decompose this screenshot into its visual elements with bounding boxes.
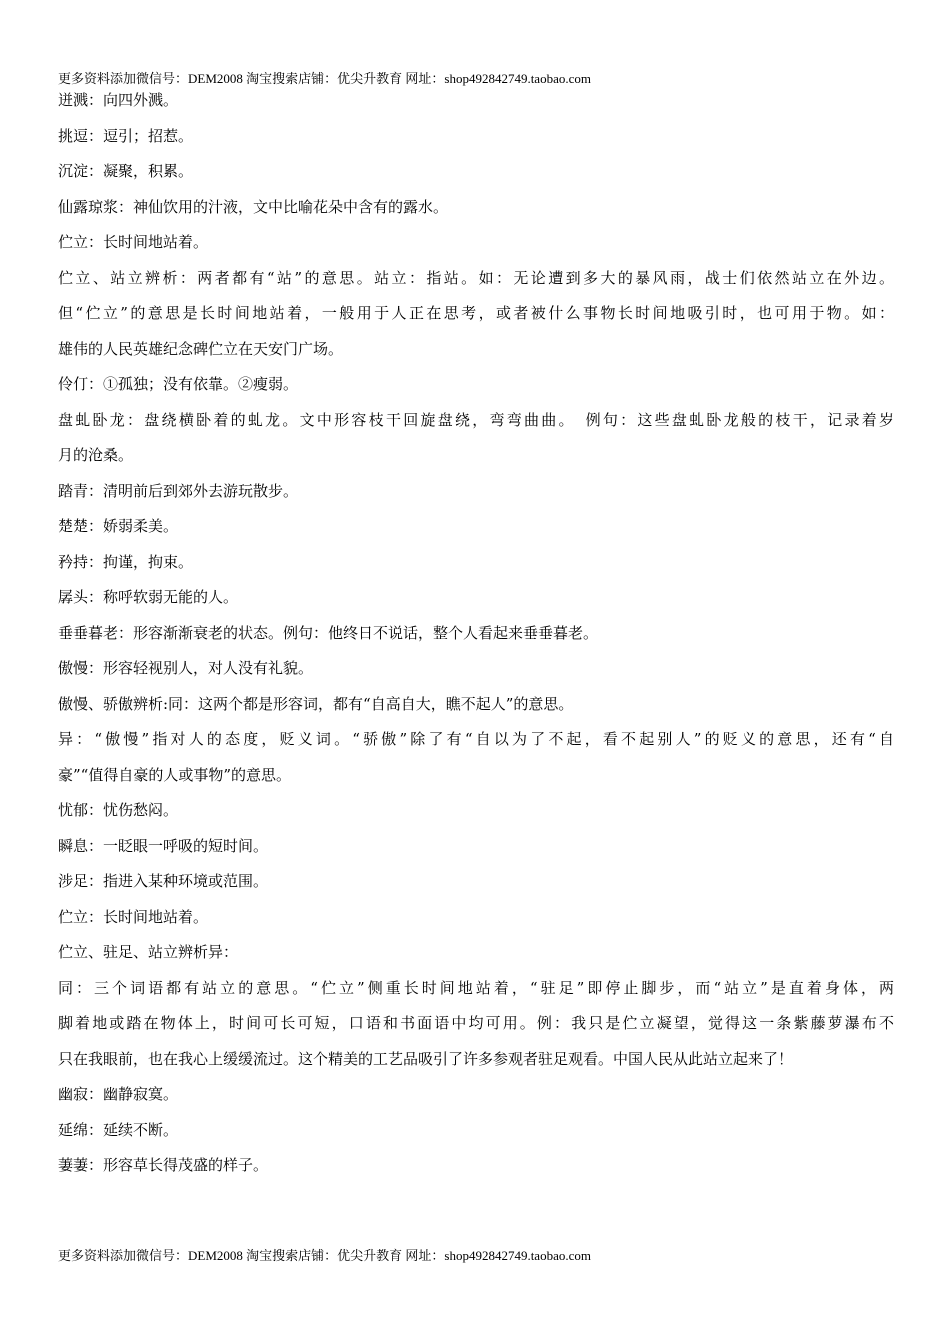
vocabulary-entry — [58, 225, 894, 261]
vocabulary-list — [58, 83, 894, 1184]
vocabulary-entry — [58, 1148, 894, 1184]
entry-line: 忧郁：忧伤愁闷。 — [58, 801, 179, 819]
vocabulary-entry — [58, 119, 894, 155]
entry-line: 伫立、驻足、站立辨析异： — [58, 943, 239, 961]
entry-line: 瞬息：一眨眼一呼吸的短时间。 — [58, 836, 269, 855]
entry-line: 脚着地或踏在物体上，时间可长可短，口语和书面语中均可用。例：我只是伫立凝望，觉得这一条紫藤萝瀑布不 — [58, 1014, 894, 1032]
vocabulary-entry — [58, 261, 894, 368]
vocabulary-entry — [58, 971, 894, 1078]
vocabulary-entry — [58, 403, 894, 474]
entry-line: 伫立：长时间地站着。 — [58, 233, 209, 251]
entry-line: 延绵：延续不断。 — [58, 1120, 179, 1139]
entry-line: 沉淀：凝聚，积累。 — [58, 162, 194, 180]
entry-line: 伫立：长时间地站着。 — [58, 907, 209, 926]
entry-line: 异：“傲慢”指对人的态度，贬义词。“骄傲”除了有“自以为了不起，看不起别人”的贬义的意思，还有“自 — [58, 730, 894, 748]
entry-line: 萋萋：形容草长得茂盛的样子。 — [58, 1156, 269, 1174]
entry-line: 傲慢、骄傲辨析:同：这两个都是形容词，都有“自高自大，瞧不起人”的意思。 — [58, 694, 574, 713]
entry-line: 涉足：指进入某种环境或范围。 — [58, 872, 269, 890]
entry-line: 只在我眼前，也在我心上缓缓流过。这个精美的工艺品吸引了许多参观者驻足观看。中国人民从此站立起来了！ — [58, 1049, 794, 1068]
entry-line: 豪”“值得自豪的人或事物”的意思。 — [58, 765, 292, 784]
page-footer: 更多资料添加微信号：DEM2008 淘宝搜索店铺：优尖升教育 网址：shop492842749.taobao.com — [58, 1248, 591, 1263]
vocabulary-entry — [58, 83, 894, 119]
page-header: 更多资料添加微信号：DEM2008 淘宝搜索店铺：优尖升教育 网址：shop492842749.taobao.com — [58, 71, 591, 86]
entry-line: 盘虬卧龙：盘绕横卧着的虬龙。文中形容枝干回旋盘绕，弯弯曲曲。 例句：这些盘虬卧龙般的枝干，记录着岁 — [58, 410, 894, 429]
vocabulary-entry — [58, 829, 894, 865]
vocabulary-entry — [58, 580, 894, 616]
vocabulary-entry — [58, 651, 894, 687]
vocabulary-entry — [58, 154, 894, 190]
vocabulary-entry — [58, 1113, 894, 1149]
entry-line: 伫立、站立辨析：两者都有“站”的意思。站立：指站。如：无论遭到多大的暴风雨，战士们依然站立在外边。 — [58, 268, 894, 287]
entry-line: 伶仃：①孤独；没有依靠。②瘦弱。 — [58, 375, 299, 393]
vocabulary-entry — [58, 474, 894, 510]
vocabulary-entry — [58, 1077, 894, 1113]
vocabulary-entry — [58, 190, 894, 226]
vocabulary-entry — [58, 935, 894, 971]
vocabulary-entry — [58, 687, 894, 723]
entry-line: 雄伟的人民英雄纪念碑伫立在天安门广场。 — [58, 339, 344, 358]
vocabulary-entry — [58, 616, 894, 652]
entry-line: 楚楚：娇弱柔美。 — [58, 517, 179, 535]
entry-line: 孱头：称呼软弱无能的人。 — [58, 588, 239, 606]
entry-line: 挑逗：逗引；招惹。 — [58, 126, 194, 145]
vocabulary-entry — [58, 509, 894, 545]
entry-line: 迸溅：向四外溅。 — [58, 91, 179, 109]
entry-line: 月的沧桑。 — [58, 446, 134, 464]
entry-line: 同：三个词语都有站立的意思。“伫立”侧重长时间地站着，“驻足”即停止脚步，而“站立”是直着身体，两 — [58, 978, 894, 997]
entry-line: 踏青：清明前后到郊外去游玩散步。 — [58, 481, 299, 500]
vocabulary-entry — [58, 864, 894, 900]
entry-line: 但“伫立”的意思是长时间地站着，一般用于人正在思考，或者被什么事物长时间地吸引时，也可用于物。如： — [58, 304, 894, 322]
entry-line: 垂垂暮老：形容渐渐衰老的状态。例句：他终日不说话，整个人看起来垂垂暮老。 — [58, 623, 599, 642]
entry-line: 幽寂：幽静寂寞。 — [58, 1085, 179, 1103]
vocabulary-entry — [58, 900, 894, 936]
entry-line: 傲慢：形容轻视别人，对人没有礼貌。 — [58, 659, 314, 677]
entry-line: 仙露琼浆：神仙饮用的汁液，文中比喻花朵中含有的露水。 — [58, 197, 449, 216]
vocabulary-entry — [58, 793, 894, 829]
vocabulary-entry — [58, 722, 894, 793]
vocabulary-entry — [58, 367, 894, 403]
vocabulary-entry — [58, 545, 894, 581]
entry-line: 矜持：拘谨，拘束。 — [58, 552, 194, 571]
